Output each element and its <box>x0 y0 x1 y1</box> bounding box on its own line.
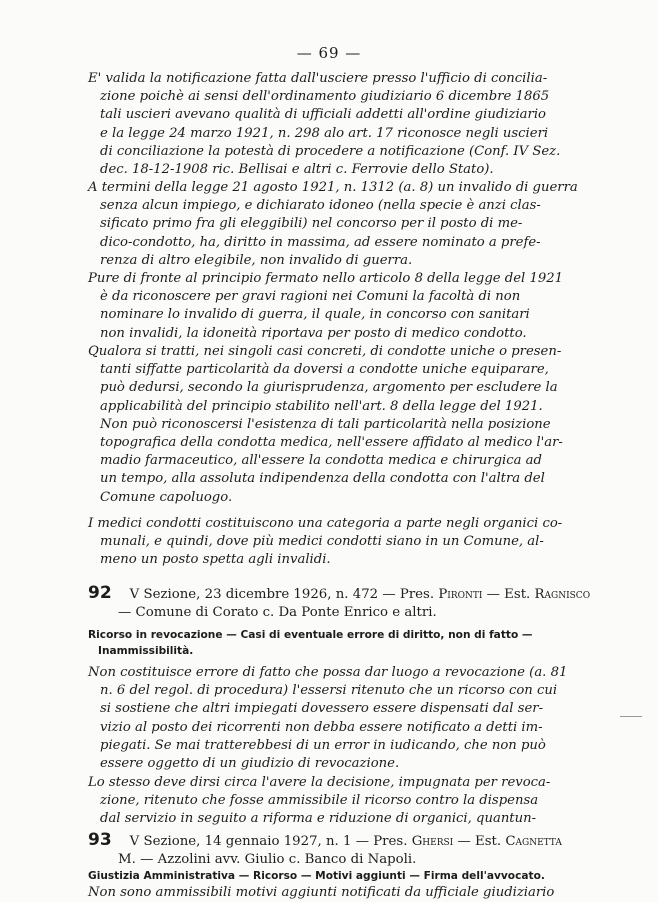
text-line: renza di altro elegibile, non invalido di guerra. <box>100 252 413 268</box>
paragraph-medici-condotti <box>88 515 588 570</box>
text-line: di conciliazione la potestà di procedere a notificazione (Conf. IV Sez. <box>100 143 561 159</box>
text-line: applicabilità del principio stabilito nell'art. 8 della legge del 1921. <box>100 398 543 414</box>
text-line: nominare lo invalido di guerra, il quale, in concorso con sanitari <box>100 307 530 323</box>
text-line: Non sono ammissibili motivi aggiunti notificati da ufficiale giudiziario <box>88 885 555 900</box>
text-line: Qualora si tratti, nei singoli casi concreti, di condotte uniche o presen- <box>88 344 562 359</box>
paragraph-errore-fatto <box>88 664 588 773</box>
text-line: E' valida la notificazione fatta dall'usciere presso l'ufficio di concilia- <box>88 71 548 86</box>
paragraph-dispensa <box>88 774 588 829</box>
text-line: essere oggetto di un giudizio di revocazione. <box>100 756 400 772</box>
text-line: tali uscieri avevano qualità di ufficiali addetti all'ordine giudiziario <box>100 107 546 123</box>
case-parties: — Comune di Corato c. Da Ponte Enrico e altri. <box>118 605 437 620</box>
text-line: piegati. Se mai tratterebbesi di un error in iudicando, che non può <box>100 737 546 753</box>
text-line: dal servizio in seguito a riforma e riduzione di organici, quantun- <box>100 811 537 827</box>
text-line: meno un posto spetta agli invalidi. <box>100 552 331 568</box>
case-heading-93 <box>88 831 588 869</box>
paragraph-motivi-aggiunti <box>88 884 588 902</box>
text-line: A termini della legge 21 agosto 1921, n. 1312 (a. 8) un invalido di guerra <box>88 180 578 195</box>
text-line: un tempo, alla assoluta indipendenza della condotta con l'altra del <box>100 471 545 487</box>
text-line: dec. 18-12-1908 ric. Bellisai e altri c. Ferrovie dello Stato). <box>100 162 494 178</box>
paragraph-principio <box>88 270 588 343</box>
text-line: dico-condotto, ha, diritto in massima, ad essere nominato a prefe- <box>100 234 541 250</box>
case-citation-est: — Est. <box>486 587 531 602</box>
text-line: I medici condotti costituiscono una categoria a parte negli organici co- <box>88 516 563 531</box>
subject-heading-93 <box>88 868 598 884</box>
text-line: vizio al posto dei ricorrenti non debba essere notificato a detti im- <box>100 719 543 735</box>
paragraph-notificazione <box>88 70 588 179</box>
text-line: madio farmaceutico, all'essere la condotta medica e chirurgica ad <box>100 453 542 469</box>
paragraph-invalido-guerra <box>88 179 588 270</box>
text-line: topografica della condotta medica, nell'essere affidato al medico l'ar- <box>100 435 563 451</box>
margin-mark <box>620 716 642 717</box>
text-line: senza alcun impiego, e dichiarato idoneo (nella specie è anzi clas- <box>100 198 541 214</box>
text-line: Lo stesso deve dirsi circa l'avere la decisione, impugnata per revoca- <box>88 775 551 790</box>
text-line: Pure di fronte al principio fermato nello articolo 8 della legge del 1921 <box>88 271 564 286</box>
case-citation: V Sezione, 23 dicembre 1926, n. 472 — Pres. <box>129 587 435 602</box>
case-parties: M. — Azzolini avv. Giulio c. Banco di Napoli. <box>118 852 417 867</box>
text-line: n. 6 del regol. di procedura) l'essersi ritenuto che un ricorso con cui <box>100 683 558 699</box>
president-name: Pironti <box>438 587 483 602</box>
case-number: 93 <box>88 830 112 850</box>
text-line: zione, ritenuto che fosse ammissibile il ricorso contro la dispensa <box>100 793 539 809</box>
case-heading-92 <box>88 583 591 622</box>
page-number: — 69 — <box>296 44 362 62</box>
estensore-name: Ragnisco <box>534 587 591 602</box>
paragraph-condotte-uniche <box>88 343 588 507</box>
text-line: sificato primo fra gli eleggibili) nel concorso per il posto di me- <box>100 216 523 232</box>
subject-heading-92 <box>88 627 598 659</box>
text-line: Non costituisce errore di fatto che possa dar luogo a revocazione (a. 81 <box>88 665 568 680</box>
text-line: munali, e quindi, dove più medici condotti siano in un Comune, al- <box>100 534 544 550</box>
subject-line: Inammissibilità. <box>98 645 194 657</box>
estensore-name: Cagnetta <box>505 834 562 849</box>
text-line: può dedursi, secondo la giurisprudenza, argomento per escludere la <box>100 380 558 396</box>
text-line: si sostiene che altri impiegati dovessero essere dispensati dal ser- <box>100 701 544 717</box>
text-line: non invalidi, la idoneità riportava per posto di medico condotto. <box>100 325 527 341</box>
text-line: zione poichè ai sensi dell'ordinamento giudiziario 6 dicembre 1865 <box>100 89 550 105</box>
case-citation: V Sezione, 14 gennaio 1927, n. 1 — Pres. <box>129 834 408 849</box>
case-citation-est: — Est. <box>457 834 502 849</box>
text-line: Non può riconoscersi l'esistenza di tali particolarità nella posizione <box>100 416 551 432</box>
case-number: 92 <box>88 583 112 603</box>
subject-line: Ricorso in revocazione — Casi di eventuale errore di diritto, non di fatto — <box>88 629 533 641</box>
text-line: e la legge 24 marzo 1921, n. 298 alo art. 17 riconosce negli uscieri <box>100 125 549 141</box>
subject-line: Giustizia Amministrativa — Ricorso — Motivi aggiunti — Firma dell'avvocato. <box>88 870 545 882</box>
text-line: tanti siffatte particolarità da doversi a condotte uniche equiparare, <box>100 362 549 378</box>
president-name: Ghersi <box>411 834 454 849</box>
text-line: Comune capoluogo. <box>100 489 233 505</box>
text-line: è da riconoscere per gravi ragioni nei Comuni la facoltà di non <box>100 289 521 305</box>
